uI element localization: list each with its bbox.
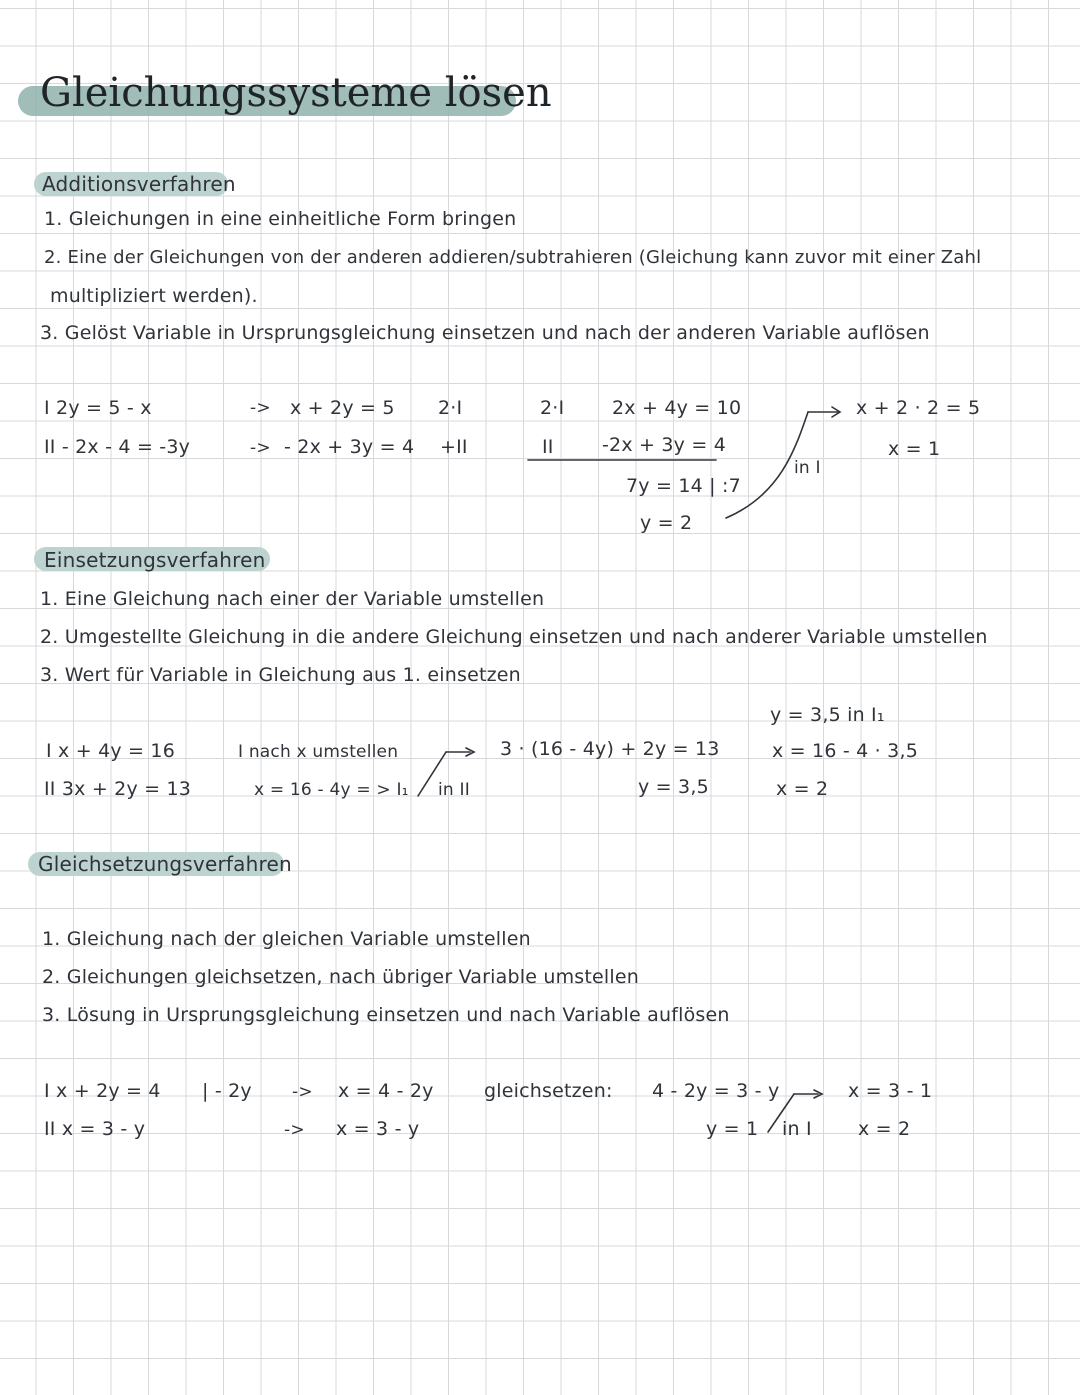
addition-calc-label-2: II: [542, 436, 554, 458]
arrow-icon: ->: [292, 1082, 313, 1102]
addition-eq-1: I 2y = 5 - x: [44, 397, 152, 419]
arrow-icon: ->: [250, 398, 271, 418]
addition-step-2-cont: multipliziert werden).: [50, 285, 258, 307]
addition-step-1: 1. Gleichungen in eine einheitliche Form bringen: [44, 208, 517, 230]
addition-calc-label-1: 2·I: [540, 397, 565, 419]
slash-line: [418, 752, 446, 796]
einsetzung-calc-2: y = 3,5: [638, 776, 709, 798]
einsetzung-sub-1: x = 16 - 4 · 3,5: [772, 740, 918, 762]
curved-arrow-icon: [726, 412, 808, 518]
gleichsetzung-in-label: in I: [782, 1118, 812, 1140]
addition-op-1: 2·I: [438, 397, 463, 419]
einsetzung-eq-1: I x + 4y = 16: [46, 740, 175, 762]
addition-calc-2: -2x + 3y = 4: [602, 434, 727, 456]
section-heading-addition: Additionsverfahren: [42, 172, 236, 196]
addition-sub-1: x + 2 · 2 = 5: [856, 397, 981, 419]
gleichsetzung-note: gleichsetzen:: [484, 1080, 613, 1102]
einsetzung-step-2: 2. Umgestellte Gleichung in die andere Gleichung einsetzen und nach anderer Variable umstellen: [40, 626, 988, 648]
gleichsetzung-eq-1: I x + 2y = 4: [44, 1080, 161, 1102]
einsetzung-in-label: in II: [438, 780, 470, 800]
addition-calc-1: 2x + 4y = 10: [612, 397, 742, 419]
einsetzung-note-2: x = 16 - 4y = > I₁: [254, 780, 409, 800]
gleichsetzung-calc-1: 4 - 2y = 3 - y: [652, 1080, 780, 1102]
page-title: Gleichungssysteme lösen: [40, 70, 552, 116]
einsetzung-eq-2: II 3x + 2y = 13: [44, 778, 192, 800]
addition-step-3: 3. Gelöst Variable in Ursprungsgleichung einsetzen und nach der anderen Variable auflösen: [40, 322, 930, 344]
gleichsetzung-step-3: 3. Lösung in Ursprungsgleichung einsetzen und nach Variable auflösen: [42, 1004, 730, 1026]
gleichsetzung-sub-2: x = 2: [858, 1118, 911, 1140]
addition-op-2: +II: [440, 436, 468, 458]
einsetzung-note-1: I nach x umstellen: [238, 742, 399, 762]
section-heading-einsetzung: Einsetzungsverfahren: [44, 548, 266, 572]
addition-sub-2: x = 1: [888, 438, 941, 460]
gleichsetzung-form-2: x = 3 - y: [336, 1118, 420, 1140]
einsetzung-step-1: 1. Eine Gleichung nach einer der Variable umstellen: [40, 588, 545, 610]
slash-line: [768, 1094, 794, 1132]
gleichsetzung-eq-2: II x = 3 - y: [44, 1118, 146, 1140]
gleichsetzung-calc-2: y = 1: [706, 1118, 759, 1140]
addition-in-label: in I: [794, 458, 821, 478]
gleichsetzung-form-1: x = 4 - 2y: [338, 1080, 434, 1102]
addition-eq-2: II - 2x - 4 = -3y: [44, 436, 191, 458]
addition-form-2: - 2x + 3y = 4: [284, 436, 415, 458]
einsetzung-sub-2: x = 2: [776, 778, 829, 800]
addition-form-1: x + 2y = 5: [290, 397, 395, 419]
gleichsetzung-op-1: | - 2y: [202, 1080, 252, 1102]
gleichsetzung-sub-1: x = 3 - 1: [848, 1080, 933, 1102]
einsetzung-sub-0: y = 3,5 in I₁: [770, 704, 885, 726]
einsetzung-step-3: 3. Wert für Variable in Gleichung aus 1. einsetzen: [40, 664, 521, 686]
addition-step-2: 2. Eine der Gleichungen von der anderen addieren/subtrahieren (Gleichung kann zuvor mit einer Zahl: [44, 247, 982, 268]
gleichsetzung-step-2: 2. Gleichungen gleichsetzen, nach übriger Variable umstellen: [42, 966, 640, 988]
einsetzung-calc-1: 3 · (16 - 4y) + 2y = 13: [500, 738, 720, 760]
addition-result-2: y = 2: [640, 512, 693, 534]
addition-result-1: 7y = 14 | :7: [626, 475, 741, 497]
arrow-icon: ->: [284, 1120, 305, 1140]
arrow-icon: ->: [250, 438, 271, 458]
section-heading-gleichsetzung: Gleichsetzungsverfahren: [38, 852, 292, 876]
gleichsetzung-step-1: 1. Gleichung nach der gleichen Variable umstellen: [42, 928, 531, 950]
